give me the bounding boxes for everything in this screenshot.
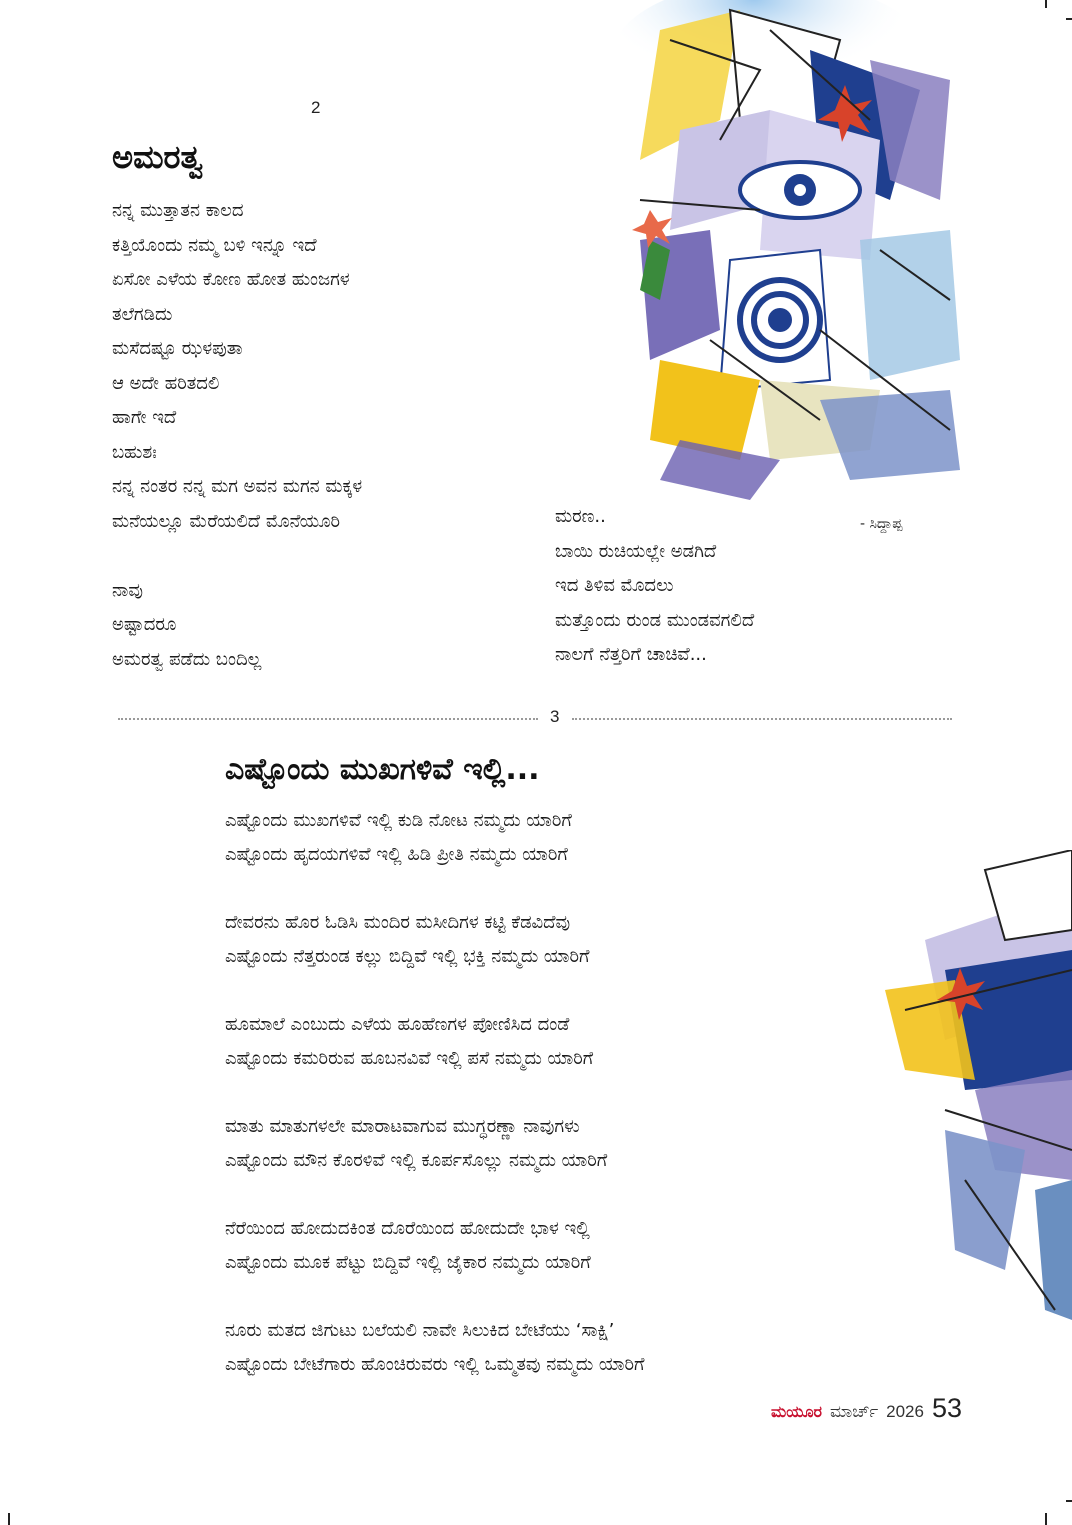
poem-stanza [225, 1314, 645, 1382]
poem-line: ಅಷ್ಟಾದರೂ [112, 614, 177, 635]
poem-line: ಮಸೆದಷ್ಟೂ ಝಳಪುತಾ [112, 338, 243, 359]
poem-line: ತಲೆಗಡಿದು [112, 303, 173, 325]
issue-month: ಮಾರ್ಚ್ [830, 1402, 879, 1422]
poem-line: ಎಷ್ಟೊಂದು ನೆತ್ತರುಂಡ ಕಲ್ಲು ಬಿದ್ದಿವೆ ಇಲ್ಲಿ ಭಕ್ತಿ ನಮ್ಮದು ಯಾರಿಗೆ [225, 946, 590, 967]
page-number: 53 [931, 1393, 962, 1423]
poem-number: 3 [550, 707, 560, 726]
poem-illustration-top [620, 0, 970, 540]
artist-signature: - ಸಿದ್ದಾಪ್ಪ [860, 516, 903, 532]
poem-stanza [225, 1212, 591, 1280]
crop-mark [1045, 1513, 1047, 1525]
poem-line: ಎಷ್ಟೊಂದು ಮೌನ ಕೊರಳಿವೆ ಇಲ್ಲಿ ಕೂರ್ಪಸೊಲ್ಲು ನಮ್ಮದು ಯಾರಿಗೆ [225, 1150, 608, 1171]
poem-line: ಹಾಗೇ ಇದೆ [112, 407, 177, 428]
poem-line: ಇದ ತಿಳಿವ ಮೊದಲು [555, 575, 674, 596]
poem-stanza [225, 906, 590, 974]
crop-mark [1066, 18, 1072, 20]
poem-line: ಏಸೋ ಎಳೆಯ ಕೋಣ ಹೋತ ಹುಂಜಗಳ [112, 269, 350, 290]
poem-stanza [225, 1110, 607, 1178]
page-footer [771, 1393, 962, 1429]
poem-line: ಮಾತು ಮಾತುಗಳಲೇ ಮಾರಾಟವಾಗುವ ಮುಗ್ಧರಣ್ಣಾ ನಾವುಗಳು [225, 1116, 580, 1137]
poem-line: ನನ್ನ ನಂತರ ನನ್ನ ಮಗ ಅವನ ಮಗನ ಮಕ್ಕಳ [112, 476, 363, 497]
poem-stanza [225, 1008, 593, 1076]
poem-title: ಅಮರತ್ವ [112, 138, 204, 176]
poem-line: ನಾವು [112, 579, 144, 601]
crop-mark [1066, 1500, 1072, 1502]
poem-line: ಎಷ್ಟೊಂದು ಮುಖಗಳಿವೆ ಇಲ್ಲಿ ಕುಡಿ ನೋಟ ನಮ್ಮದು ಯಾರಿಗೆ [225, 810, 572, 831]
poem-line: ಎಷ್ಟೊಂದು ಕಮರಿರುವ ಹೂಬನವಿವೆ ಇಲ್ಲಿ ಪಸೆ ನಮ್ಮದು ಯಾರಿಗೆ [225, 1048, 594, 1069]
poem-illustration-side [885, 850, 1072, 1330]
crop-mark [1045, 0, 1047, 8]
poem-line: ನೆರೆಯಿಂದ ಹೋದುದಕಿಂತ ದೊರೆಯಿಂದ ಹೋದುದೇ ಭಾಳ ಇಲ್ಲಿ [225, 1218, 590, 1239]
issue-year: 2026 [886, 1402, 924, 1421]
poem-line: ಬಹುಶಃ [112, 441, 157, 463]
poem-line: ಅಮರತ್ವ ಪಡೆದು ಬಂದಿಲ್ಲ [112, 648, 262, 670]
poem-line: ನಾಲಗೆ ನೆತ್ತರಿಗೆ ಚಾಚಿವೆ... [555, 644, 707, 665]
poem-right-column [555, 500, 754, 673]
crop-mark [8, 1513, 10, 1525]
poem-number: 2 [311, 98, 321, 117]
poem-stanza [225, 804, 572, 872]
magazine-name: ಮಯೂರ [771, 1402, 823, 1421]
poem-line: ಬಾಯಿ ರುಚಿಯಲ್ಲೇ ಅಡಗಿದೆ [555, 540, 717, 562]
poem-line: ಎಷ್ಟೊಂದು ಹೃದಯಗಳಿವೆ ಇಲ್ಲಿ ಹಿಡಿ ಪ್ರೀತಿ ನಮ್ಮದು ಯಾರಿಗೆ [225, 844, 568, 865]
poem-line: ಕತ್ತಿಯೊಂದು ನಮ್ಮ ಬಳಿ ಇನ್ನೂ ಇದೆ [112, 234, 317, 256]
poem-line: ದೇವರನು ಹೊರ ಓಡಿಸಿ ಮಂದಿರ ಮಸೀದಿಗಳ ಕಟ್ಟಿ ಕೆಡವಿದೆವು [225, 912, 571, 933]
poem-left-column [112, 194, 362, 677]
poem-title: ಎಷ್ಟೊಂದು ಮುಖಗಳಿವೆ ಇಲ್ಲಿ... [225, 752, 540, 787]
poem-line: ನೂರು ಮತದ ಜಿಗುಟು ಬಲೆಯಲಿ ನಾವೇ ಸಿಲುಕಿದ ಬೇಟೆಯು ‘ಸಾಕ್ಷಿ’ [225, 1320, 615, 1341]
section-divider [572, 718, 952, 720]
section-divider [118, 718, 538, 720]
poem-line: ಮರಣ.. [555, 506, 606, 527]
poem-line: ಹೂಮಾಲೆ ಎಂಬುದು ಎಳೆಯ ಹೂಹೆಣಗಳ ಪೋಣಿಸಿದ ದಂಡೆ [225, 1014, 570, 1035]
poem-line: ಎಷ್ಟೊಂದು ಬೇಟೆಗಾರು ಹೊಂಚಿರುವರು ಇಲ್ಲಿ ಒಮ್ಮತವು ನಮ್ಮದು ಯಾರಿಗೆ [225, 1354, 645, 1375]
poem-line: ಎಷ್ಟೊಂದು ಮೂಕ ಪೆಟ್ಟು ಬಿದ್ದಿವೆ ಇಲ್ಲಿ ಜೈಕಾರ ನಮ್ಮದು ಯಾರಿಗೆ [225, 1252, 591, 1273]
poem-line: ಆ ಅದೇ ಹರಿತದಲಿ [112, 372, 220, 394]
poem-line: ನನ್ನ ಮುತ್ತಾತನ ಕಾಲದ [112, 200, 244, 221]
poem-line: ಮತ್ತೊಂದು ರುಂಡ ಮುಂಡವಗಲಿದೆ [555, 609, 755, 631]
poem-line: ಮನೆಯಲ್ಲೂ ಮೆರೆಯಲಿದೆ ಮೊನೆಯೂರಿ [112, 510, 341, 532]
